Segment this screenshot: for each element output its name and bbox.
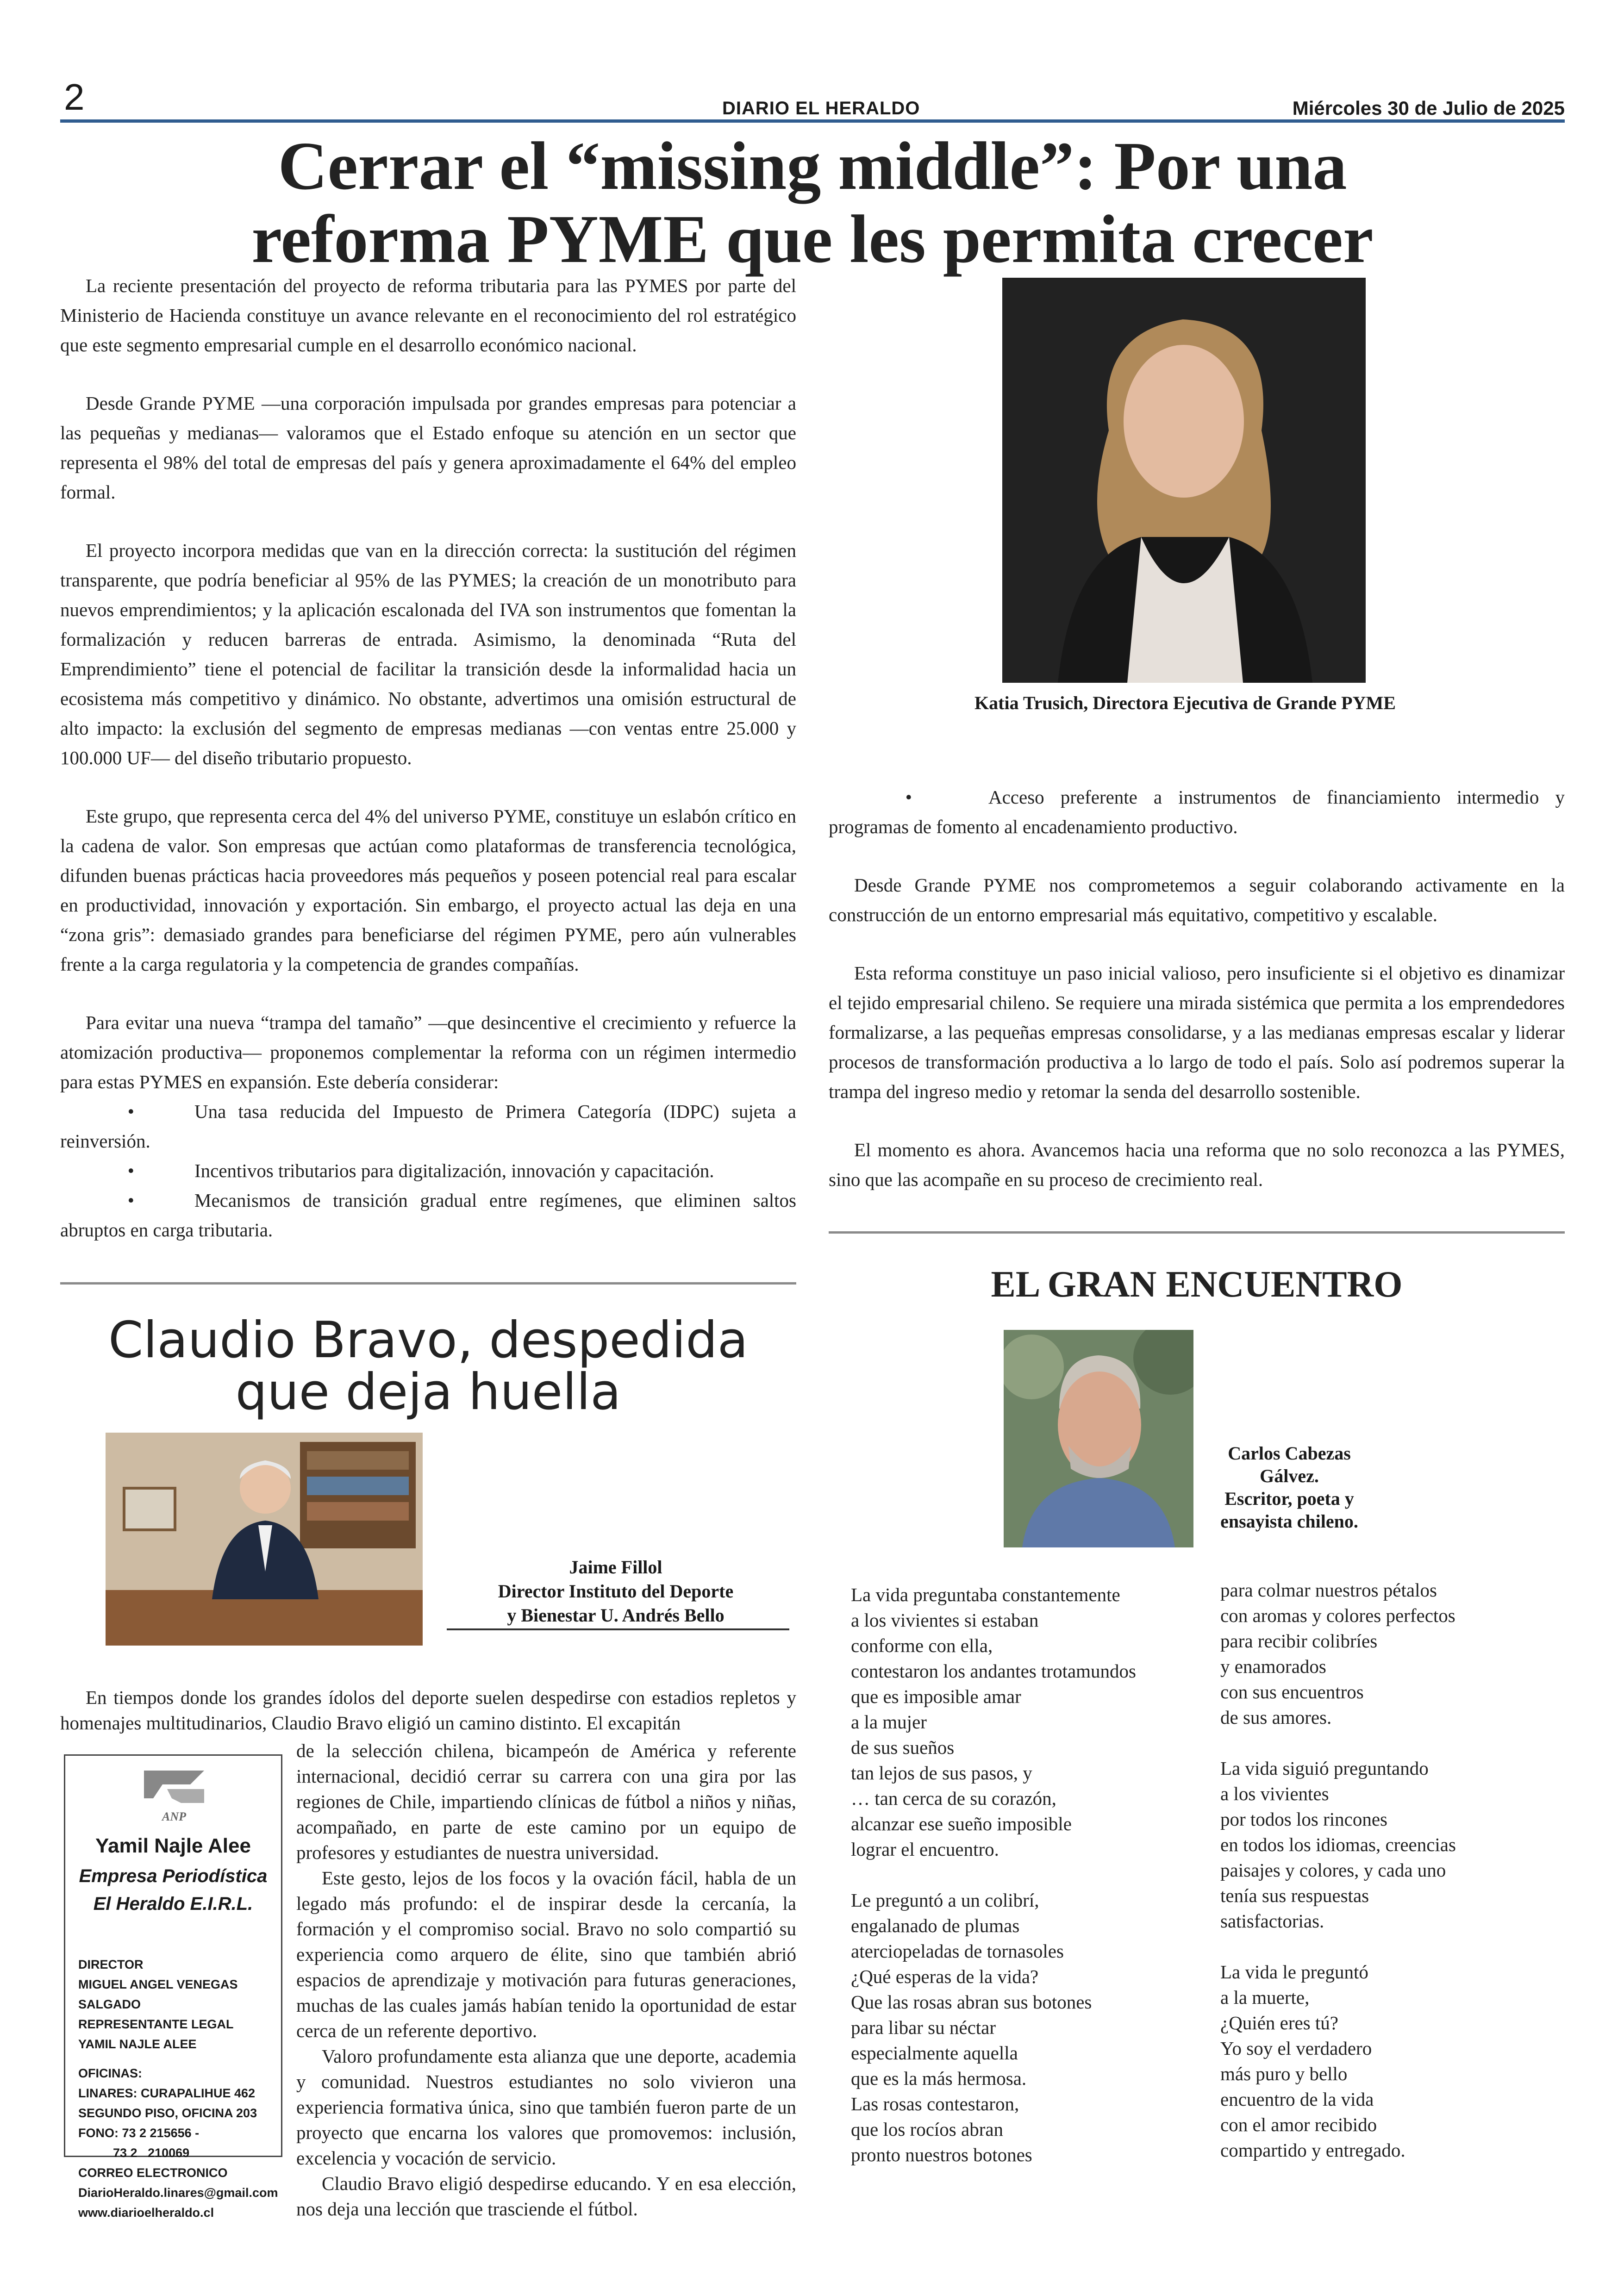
- anp-logo-text: ANP: [162, 1810, 186, 1823]
- photo-caption-katia: Katia Trusich, Directora Ejecutiva de Grande PYME: [974, 692, 1396, 713]
- main-headline-line-1: Cerrar el “missing middle”: Por una: [278, 128, 1347, 204]
- portrait-illustration: [106, 1433, 423, 1646]
- article-paragraph: Esta reforma constituye un paso inicial valioso, pero insuficiente si el objetivo es dinamizar el tejido empresarial chileno. Se requiere una mirada sistémica que permita a los emprendedores formalizarse, a las pequeñas empresas consolidarse, y a las medianas empresas escalar y liderar procesos de transformación productiva a lo largo de todo el país. Solo así podremos superar la trampa del ingreso medio y retomar la senda del desarrollo sostenible.: [829, 962, 1565, 1102]
- bullet-text: Acceso preferente a instrumentos de financiamiento intermedio y programas de fomento al encadenamiento productivo.: [829, 786, 1565, 837]
- masthead-details: [78, 1955, 281, 2223]
- company-line: El Heraldo E.I.R.L.: [93, 1894, 253, 1914]
- author-name: Carlos Cabezas: [1228, 1443, 1351, 1464]
- detail-line: DIRECTOR: [78, 1958, 144, 1971]
- author-role: Escritor, poeta y: [1224, 1488, 1354, 1509]
- detail-line: MIGUEL ANGEL VENEGAS SALGADO: [78, 1977, 238, 2011]
- author-caption: [1213, 1442, 1366, 1533]
- bullet-text: Mecanismos de transición gradual entre regímenes, que eliminen saltos abruptos en carga tributaria.: [60, 1190, 796, 1241]
- bullet-icon: •: [127, 1160, 134, 1181]
- author-role: Director Instituto del Deporte: [498, 1581, 734, 1602]
- main-article-column-1: [60, 271, 796, 1245]
- article-paragraph: Valoro profundamente esta alianza que une deporte, academia y comunidad. Nuestros estudiantes no solo vivieron una experiencia formativa única, sino que también fueron parte de un proyecto que encarna los valores que promovemos: inclusión, excelencia y vocación de servicio.: [296, 2046, 796, 2169]
- detail-line: FONO: 73 2 215656 -: [78, 2126, 200, 2140]
- section-divider: [60, 1282, 796, 1285]
- bullet-icon: •: [127, 1101, 134, 1122]
- detail-line: CORREO ELECTRONICO: [78, 2166, 228, 2180]
- poem-column-left: La vida preguntaba constantemente a los vivientes si estaban conforme con ella, contestaron los andantes trotamundos que es imposible amar a la mujer de sus sueños tan lejos de sus pasos, y … tan cerca de su corazón, alcanzar ese sueño imposible lograr el encuentro. Le preguntó a un colibrí, engalanado de plumas aterciopeladas de tornasoles ¿Qué esperas de la vida? Que las rosas abran sus botones para libar su néctar especialmente aquella que es la más hermosa. Las rosas contestaron, que los rocíos abran pronto nuestros botones: [851, 1584, 1137, 2165]
- author-caption: [444, 1555, 787, 1628]
- author-name: Gálvez.: [1260, 1466, 1319, 1486]
- caption-underline: [447, 1628, 789, 1630]
- article-paragraph: El proyecto incorpora medidas que van en la dirección correcta: la sustitución del régimen transparente, que podría beneficiar al 95% de las PYMES; la creación de un monotributo para nuevos emprendimientos; y la aplicación escalonada del IVA son instrumentos que fomentan la formalización y reducen barreras de entrada. Asimismo, la denominada “Ruta del Emprendimiento” tiene el potencial de facilitar la transición desde la informalidad hacia un ecosistema más competitivo y dinámico. No obstante, advertimos una omisión estructural de alto impacto: la exclusión del segmento de empresas medianas —con ventas entre 25.000 y 100.000 UF— del diseño tributario propuesto.: [60, 540, 796, 768]
- bullet-item: [60, 1097, 796, 1156]
- bullet-item: [60, 1185, 796, 1245]
- detail-line: REPRESENTANTE LEGAL: [78, 2017, 234, 2031]
- article-paragraph: Este gesto, lejos de los focos y la ovación fácil, habla de un legado más profundo: el de inspirar desde la cercanía, la formación y el compromiso social. Bravo no solo compartió su experiencia como arquero de élite, sino que también abrió espacios de aprendizaje y motivación para futuras generaciones, muchas de las cuales jamás habían tenido la oportunidad de estar cerca de un referente deportivo.: [296, 1867, 796, 2041]
- detail-line: YAMIL NAJLE ALEE: [78, 2037, 197, 2051]
- main-headline: [60, 130, 1565, 276]
- bullet-item: [60, 1156, 796, 1185]
- bullet-icon: •: [905, 786, 912, 808]
- article-paragraph: Claudio Bravo eligió despedirse educando. Y en esa elección, nos deja una lección que trasciende el fútbol.: [296, 2173, 796, 2220]
- article-paragraph: Desde Grande PYME nos comprometemos a seguir colaborando activamente en la construcción de un entorno empresarial más equitativo, competitivo y escalable.: [829, 874, 1565, 925]
- article-paragraph: Este grupo, que representa cerca del 4% del universo PYME, constituye un eslabón crítico en la cadena de valor. Son empresas que actúan como plataformas de transferencia tecnológica, difunden buenas prácticas hacia proveedores más pequeños y poseen potencial real para escalar en productividad, innovación y exportación. Sin embargo, el proyecto actual las deja en una “zona gris”: demasiado grandes para beneficiarse del régimen PYME, pero aún vulnerables frente a la carga regulatoria y la competencia de grandes compañías.: [60, 805, 796, 975]
- company-name: [65, 1862, 281, 1918]
- bullet-text: Una tasa reducida del Impuesto de Primera Categoría (IDPC) sujeta a reinversión.: [60, 1101, 796, 1152]
- bullet-list: [60, 1097, 796, 1245]
- detail-line: LINARES: CURAPALIHUE 462: [78, 2086, 256, 2100]
- article-paragraph: Desde Grande PYME —una corporación impulsada por grandes empresas para potenciar a las pequeñas y medianas— valoramos que el Estado enfoque su atención en un sector que representa el 98% del total de empresas del país y genera aproximadamente el 64% del empleo formal.: [60, 393, 796, 503]
- detail-line: OFICINAS:: [78, 2066, 142, 2080]
- website-link[interactable]: www.diarioelheraldo.cl: [78, 2206, 214, 2220]
- masthead-box: [64, 1754, 282, 2220]
- gran-encuentro-headline: EL GRAN ENCUENTRO: [991, 1264, 1403, 1305]
- bullet-icon: •: [127, 1190, 134, 1211]
- jaime-fillol-photo: [106, 1433, 423, 1646]
- article-paragraph: La reciente presentación del proyecto de reforma tributaria para las PYMES por parte del Ministerio de Hacienda constituye un avance relevante en el reconocimiento del rol estratégico que este segmento empresarial cumple en el desarrollo económico nacional.: [60, 275, 796, 355]
- main-headline-line-2: reforma PYME que les permita crecer: [251, 201, 1374, 277]
- detail-spacer: [78, 2054, 281, 2064]
- portrait-illustration: [1002, 278, 1366, 683]
- author-role: ensayista chileno.: [1220, 1511, 1358, 1532]
- portrait-illustration: [1004, 1330, 1193, 1547]
- newspaper-name: DIARIO EL HERALDO: [722, 98, 920, 118]
- detail-line: SEGUNDO PISO, OFICINA 203: [78, 2106, 257, 2120]
- claudio-bravo-intro: [60, 1685, 796, 1736]
- page-number: 2: [64, 76, 85, 118]
- owner-name: Yamil Najle Alee: [95, 1834, 251, 1857]
- bullet-item: [829, 782, 1565, 842]
- article-paragraph: Para evitar una nueva “trampa del tamaño” —que desincentive el crecimiento y refuerce la atomización productiva— proponemos complementar la reforma con un régimen intermedio para estas PYMES en expansión. Este debería considerar:: [60, 1012, 796, 1092]
- claudio-bravo-headline: [60, 1311, 796, 1421]
- headline-line-2: que deja huella: [235, 1363, 621, 1421]
- header-rule: [60, 119, 1565, 123]
- author-role: y Bienestar U. Andrés Bello: [507, 1605, 725, 1626]
- article-paragraph: En tiempos donde los grandes ídolos del deporte suelen despedirse con estadios repletos y homenajes multitudinarios, Claudio Bravo eligió un camino distinto. El excapitán: [60, 1687, 796, 1734]
- article-paragraph: de la selección chilena, bicampeón de América y referente internacional, decidió cerrar su carrera con una gira por las regiones de Chile, impartiendo clínicas de fútbol a niños y niñas, acompañado, en parte de este camino por un equipo de profesores y estudiantes de nuestra universidad.: [296, 1740, 796, 1863]
- anp-logo: [135, 1766, 213, 1821]
- section-divider: [829, 1231, 1565, 1234]
- detail-line: 73 2 210069: [78, 2146, 190, 2160]
- carlos-cabezas-photo: [1004, 1330, 1193, 1547]
- headline-line-1: Claudio Bravo, despedida: [108, 1311, 748, 1369]
- issue-date: Miércoles 30 de Julio de 2025: [1292, 97, 1565, 119]
- email-link[interactable]: DiarioHeraldo.linares@gmail.com: [78, 2186, 278, 2200]
- main-article-column-2: [829, 782, 1565, 1223]
- claudio-bravo-body: [296, 1738, 796, 2222]
- company-line: Empresa Periodística: [79, 1866, 268, 1886]
- article-paragraph: El momento es ahora. Avancemos hacia una reforma que no solo reconozca a las PYMES, sino que las acompañe en su proceso de crecimiento real.: [829, 1139, 1565, 1190]
- bullet-text: Incentivos tributarios para digitalización, innovación y capacitación.: [194, 1160, 714, 1181]
- author-name: Jaime Fillol: [569, 1557, 662, 1578]
- katia-trusich-photo: [1002, 278, 1366, 683]
- poem-column-right: para colmar nuestros pétalos con aromas y colores perfectos para recibir colibríes y enamorados con sus encuentros de sus amores. La vida siguió preguntando a los vivientes por todos los rincones en todos los idiomas, creencias paisajes y colores, y cada uno tenía sus respuestas satisfactorias. La vida le preguntó a la muerte, ¿Quién eres tú? Yo soy el verdadero más puro y bello encuentro de la vida con el amor recibido compartido y entregado.: [1220, 1579, 1456, 2161]
